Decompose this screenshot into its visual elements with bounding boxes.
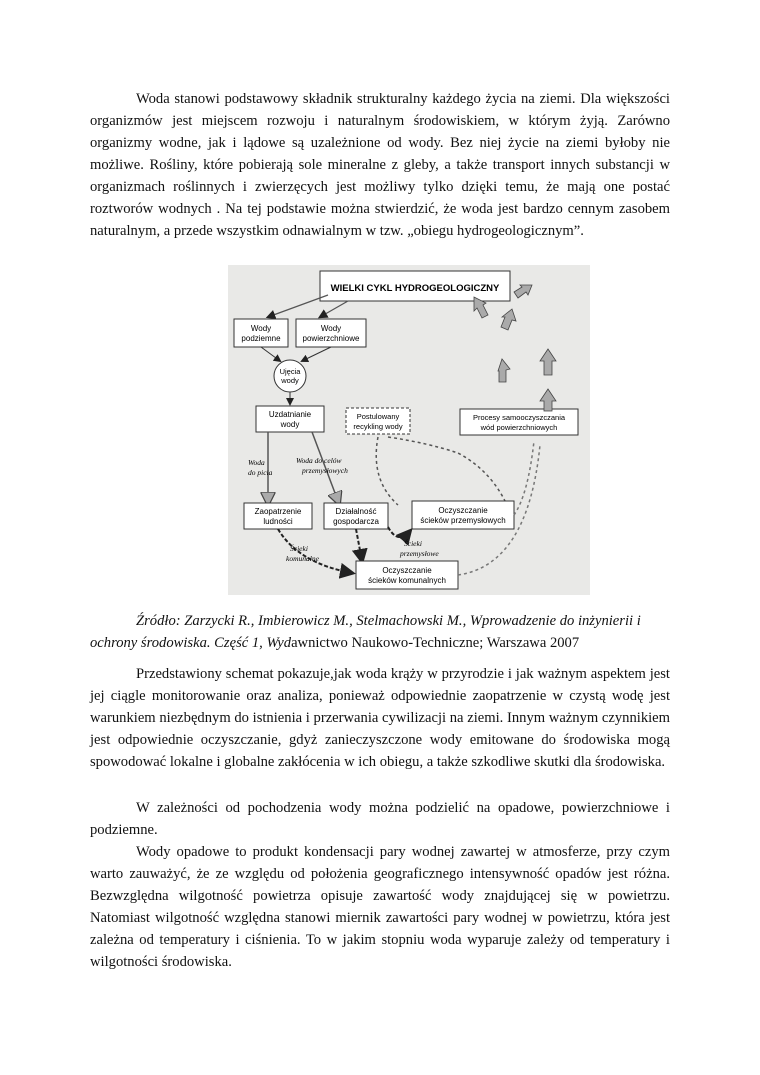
- self-purification-line1: Procesy samooczyszczania: [472, 413, 566, 422]
- caption-italic: Źródło: Zarzycki R., Imbierowicz M., Stelmachowski M., Wprowadzenie do inżynierii i ochrony środowiska. Część 1, Wyd: [90, 613, 641, 651]
- industrial-sewage-line1: Ścieki: [404, 539, 422, 548]
- economic-line2: gospodarcza: [333, 517, 379, 526]
- drinking-line2: do picia: [248, 468, 273, 477]
- municipal-treatment-line1: Oczyszczanie: [382, 566, 432, 575]
- recycling-line2: recykling wody: [353, 422, 403, 431]
- drinking-line1: Woda: [248, 458, 265, 467]
- recycling-line1: Postulowany: [356, 412, 400, 421]
- treatment-line1: Uzdatnianie: [268, 410, 312, 419]
- municipal-sewage-line2: komunalne: [286, 554, 319, 563]
- treatment-line2: wody: [280, 420, 300, 429]
- underground-line1: Wody: [250, 324, 272, 333]
- supply-line1: Zaopatrzenie: [254, 507, 302, 516]
- industrial-treatment-line2: ścieków przemysłowych: [420, 516, 506, 525]
- hydrogeological-cycle-diagram: [228, 265, 590, 595]
- paragraph-intro: Woda stanowi podstawowy składnik strukturalny każdego życia na ziemi. Dla większości organizmów jest miejscem rozwoju i naturalnym środowiskiem, w którym żyją. Zarówno organizmy wodne, jak i lądowe są uzależnione od wody. Bez niej życie na ziemi byłoby nie możliwe. Rośliny, które pobierają sole mineralne z gleby, a także transport innych substancji w organizmach roślinnych i zwierzęcych jest możliwy tylko dzięki temu, że mają one postać roztworów wodnych . Na tej podstawie można stwierdzić, że woda jest bardzo cennym zasobem naturalnym, a przede wszystkim odnawialnym w tzw. „obiegu hydrogeologicznym”.: [90, 91, 670, 239]
- economic-line1: Działalność: [335, 507, 377, 516]
- underground-line2: podziemne: [241, 334, 281, 343]
- industrial-sewage-line2: przemysłowe: [400, 549, 439, 558]
- surface-line2: powierzchniowe: [302, 334, 360, 343]
- intake-line2: wody: [281, 376, 299, 385]
- caption-regular: awnictwo Naukowo-Techniczne; Warszawa 2007: [291, 635, 580, 651]
- diagram-title: WIELKI CYKL HYDROGEOLOGICZNY: [330, 283, 500, 294]
- surface-line1: Wody: [320, 324, 342, 333]
- self-purification-line2: wód powierzchniowych: [480, 423, 558, 432]
- intake-line1: Ujęcia: [279, 367, 301, 376]
- supply-line2: ludności: [263, 517, 293, 526]
- industrial-line2: przemysłowych: [302, 466, 348, 475]
- paragraph-origin: W zależności od pochodzenia wody można podzielić na opadowe, powierzchniowe i podziemne.: [90, 800, 670, 838]
- paragraph-precipitation: Wody opadowe to produkt kondensacji pary wodnej zawartej w atmosferze, przy czym warto zauważyć, że ze względu od położenia geograficznego intensywność opadów jest różna. Bezwzględna wilgotność powietrza opisuje zawartość wody znajdującej się w powietrzu. Natomiast wilgotność względna stanowi miernik zawartości pary wodnej w powietrzu, która jest zależna od temperatury i ciśnienia. To w jakim stopniu woda wyparuje zależy od temperatury i wilgotności środowiska.: [90, 844, 670, 970]
- paragraph-schema: Przedstawiony schemat pokazuje,jak woda krąży w przyrodzie i jak ważnym aspektem jest jej ciągle monitorowanie oraz analiza, ponieważ odpowiednie zaopatrzenie w czystą wodę jest warunkiem niezbędnym do istnienia i przerwania cywilizacji na ziemi. Innym ważnym czynnikiem jest odpowiednie oczyszczanie, gdyż zanieczyszczone wody emitowane do środowiska mogą spowodować lokalne i globalne zakłócenia w ich obiegu, a także szkodliwe skutki dla środowiska.: [90, 666, 670, 770]
- figure-caption: [90, 610, 670, 654]
- municipal-sewage-line1: Ścieki: [290, 544, 308, 553]
- industrial-line1: Woda do celów: [296, 456, 342, 465]
- municipal-treatment-line2: ścieków komunalnych: [368, 576, 446, 585]
- industrial-treatment-line1: Oczyszczanie: [438, 506, 488, 515]
